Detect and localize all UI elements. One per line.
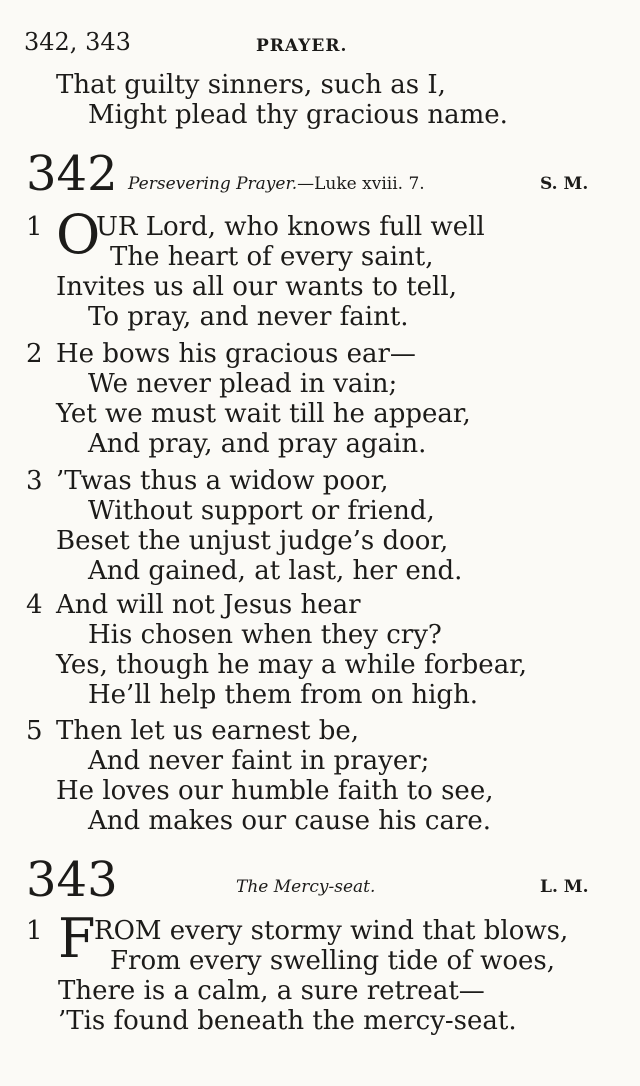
hymn-number: 342 [26,146,118,202]
drop-cap: F [58,907,96,970]
carryover-line: That guilty sinners, such as I, [56,70,446,100]
carryover-line: Might plead thy gracious name. [88,100,508,130]
verse-number: 1 [26,916,43,946]
verse-number: 4 [26,590,43,620]
verse-line: There is a calm, a sure retreat— [58,976,485,1006]
verse-line: ’Tis found beneath the mercy-seat. [58,1006,517,1036]
verse-line: He loves our humble faith to see, [56,776,494,806]
verse-line: Invites us all our wants to tell, [56,272,457,302]
verse-number: 5 [26,716,43,746]
verse-line: From every swelling tide of woes, [110,946,555,976]
verse-line: And never faint in prayer; [88,746,430,776]
verse-line: Yet we must wait till he appear, [56,399,471,429]
verse-line: To pray, and never faint. [88,302,409,332]
verse-line: And will not Jesus hear [56,590,361,620]
page-numbers: 342, 343 [24,28,131,56]
verse-line: Beset the unjust judge’s door, [56,526,449,556]
verse-line: His chosen when they cry? [88,620,442,650]
verse-line: And pray, and pray again. [88,429,427,459]
verse-line: He bows his gracious ear— [56,339,416,369]
verse-number: 1 [26,212,43,242]
hymn-title: Persevering Prayer.—Luke xviii. 7. [128,174,425,194]
verse-number: 2 [26,339,43,369]
verse-line: Yes, though he may a while forbear, [56,650,528,680]
verse-line: ROM every stormy wind that blows, [94,916,569,946]
verse-line: Then let us earnest be, [56,716,360,746]
running-title: PRAYER. [256,36,348,56]
drop-cap: O [56,203,101,266]
hymn-number: 343 [26,852,118,908]
verse-line: Without support or friend, [88,496,435,526]
verse-line: We never plead in vain; [88,369,398,399]
hymn-title: The Mercy-seat. [236,877,376,897]
verse-line: UR Lord, who knows full well [96,212,485,242]
verse-line: The heart of every saint, [110,242,434,272]
meter: L. M. [540,877,589,897]
meter: S. M. [540,174,589,194]
verse-line: And makes our cause his care. [88,806,492,836]
verse-line: ’Twas thus a widow poor, [56,466,389,496]
verse-number: 3 [26,466,43,496]
verse-line: And gained, at last, her end. [88,556,463,586]
verse-line: He’ll help them from on high. [88,680,479,710]
